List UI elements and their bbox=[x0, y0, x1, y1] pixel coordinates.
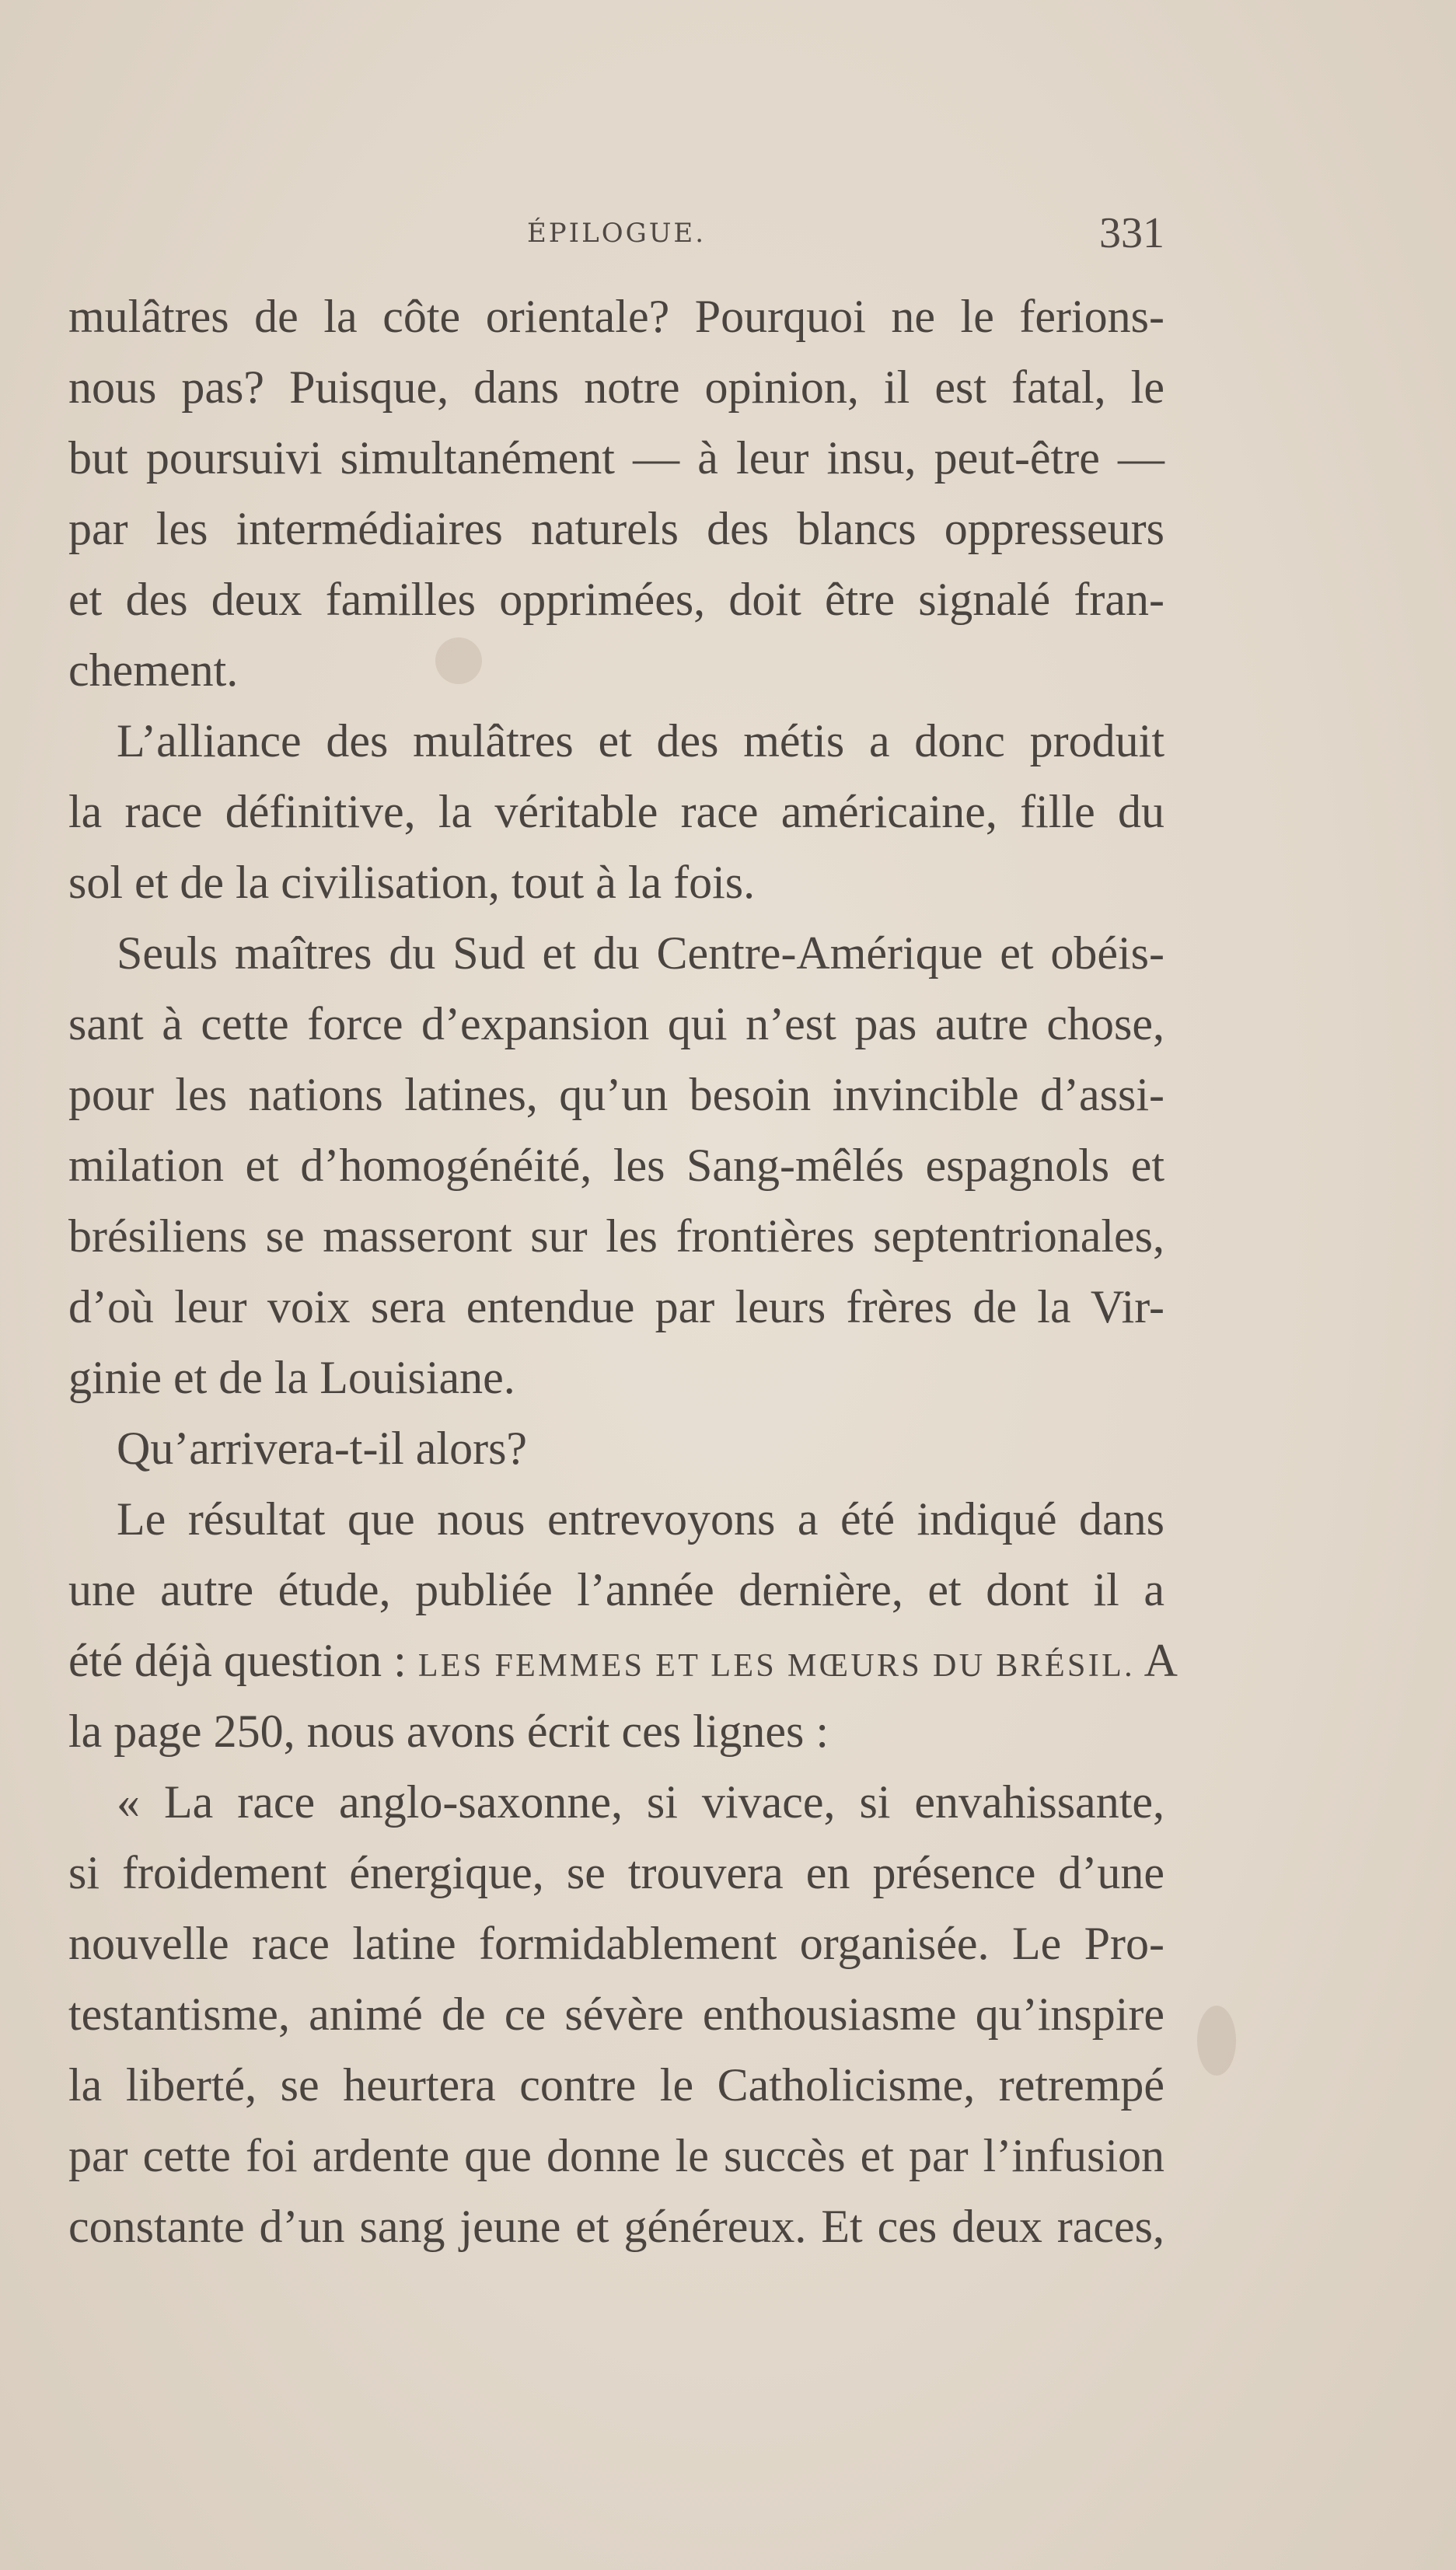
text-line: pour les nations latines, qu’un besoin invincible d’assi- bbox=[68, 1069, 1164, 1120]
text-line: nouvelle race latine formidablement organisée. Le Pro- bbox=[68, 1918, 1164, 1969]
text-line: par cette foi ardente que donne le succès et par l’infusion bbox=[68, 2130, 1164, 2181]
text-line: chement. bbox=[68, 644, 239, 696]
text-line: mulâtres de la côte orientale? Pourquoi ne le ferions- bbox=[68, 291, 1164, 342]
text-line: si froidement énergique, se trouvera en présence d’une bbox=[68, 1847, 1164, 1898]
book-title-smallcaps: LES FEMMES ET LES MŒURS DU BRÉSIL. bbox=[417, 1648, 1135, 1684]
text-line: nous pas? Puisque, dans notre opinion, il est fatal, le bbox=[68, 361, 1164, 413]
text-line: testantisme, animé de ce sévère enthousiasme qu’inspire bbox=[68, 1989, 1164, 2040]
text-line: constante d’un sang jeune et généreux. Et ces deux races, bbox=[68, 2201, 1164, 2252]
text-line: sol et de la civilisation, tout à la fois. bbox=[68, 857, 756, 908]
text-line: « La race anglo-saxonne, si vivace, si envahissante, bbox=[117, 1776, 1164, 1828]
text-line: ginie et de la Louisiane. bbox=[68, 1352, 515, 1403]
text-fragment: été déjà question : bbox=[68, 1635, 407, 1686]
body-text bbox=[68, 281, 1178, 2262]
text-line: la page 250, nous avons écrit ces lignes : bbox=[68, 1706, 829, 1757]
text-line: L’alliance des mulâtres et des métis a donc produit bbox=[117, 715, 1164, 766]
text-line: et des deux familles opprimées, doit être signalé fran- bbox=[68, 574, 1164, 625]
text-line: d’où leur voix sera entendue par leurs frères de la Vir- bbox=[68, 1281, 1164, 1332]
text-line bbox=[68, 1625, 1178, 1696]
paper-stain bbox=[1197, 2006, 1236, 2076]
text-fragment: A bbox=[1144, 1635, 1178, 1686]
text-line: but poursuivi simultanément — à leur insu, peut-être — bbox=[68, 432, 1164, 484]
text-line: Seuls maîtres du Sud et du Centre-Amérique et obéis- bbox=[117, 927, 1164, 979]
running-head bbox=[68, 204, 1164, 258]
text-line: milation et d’homogénéité, les Sang-mêlés espagnols et bbox=[68, 1140, 1164, 1191]
text-line: Qu’arrivera-t-il alors? bbox=[117, 1423, 528, 1474]
text-line: la liberté, se heurtera contre le Catholicisme, retrempé bbox=[68, 2059, 1164, 2111]
text-line: la race définitive, la véritable race américaine, fille du bbox=[68, 786, 1164, 837]
text-line: Le résultat que nous entrevoyons a été indiqué dans bbox=[117, 1493, 1164, 1545]
text-line: une autre étude, publiée l’année dernière, et dont il a bbox=[68, 1564, 1164, 1615]
page-number: 331 bbox=[1099, 209, 1164, 257]
text-line: par les intermédiaires naturels des blancs oppresseurs bbox=[68, 503, 1164, 554]
text-line: brésiliens se masseront sur les frontières septentrionales, bbox=[68, 1210, 1164, 1262]
running-head-title: ÉPILOGUE. bbox=[526, 218, 707, 249]
text-line: sant à cette force d’expansion qui n’est pas autre chose, bbox=[68, 998, 1164, 1049]
